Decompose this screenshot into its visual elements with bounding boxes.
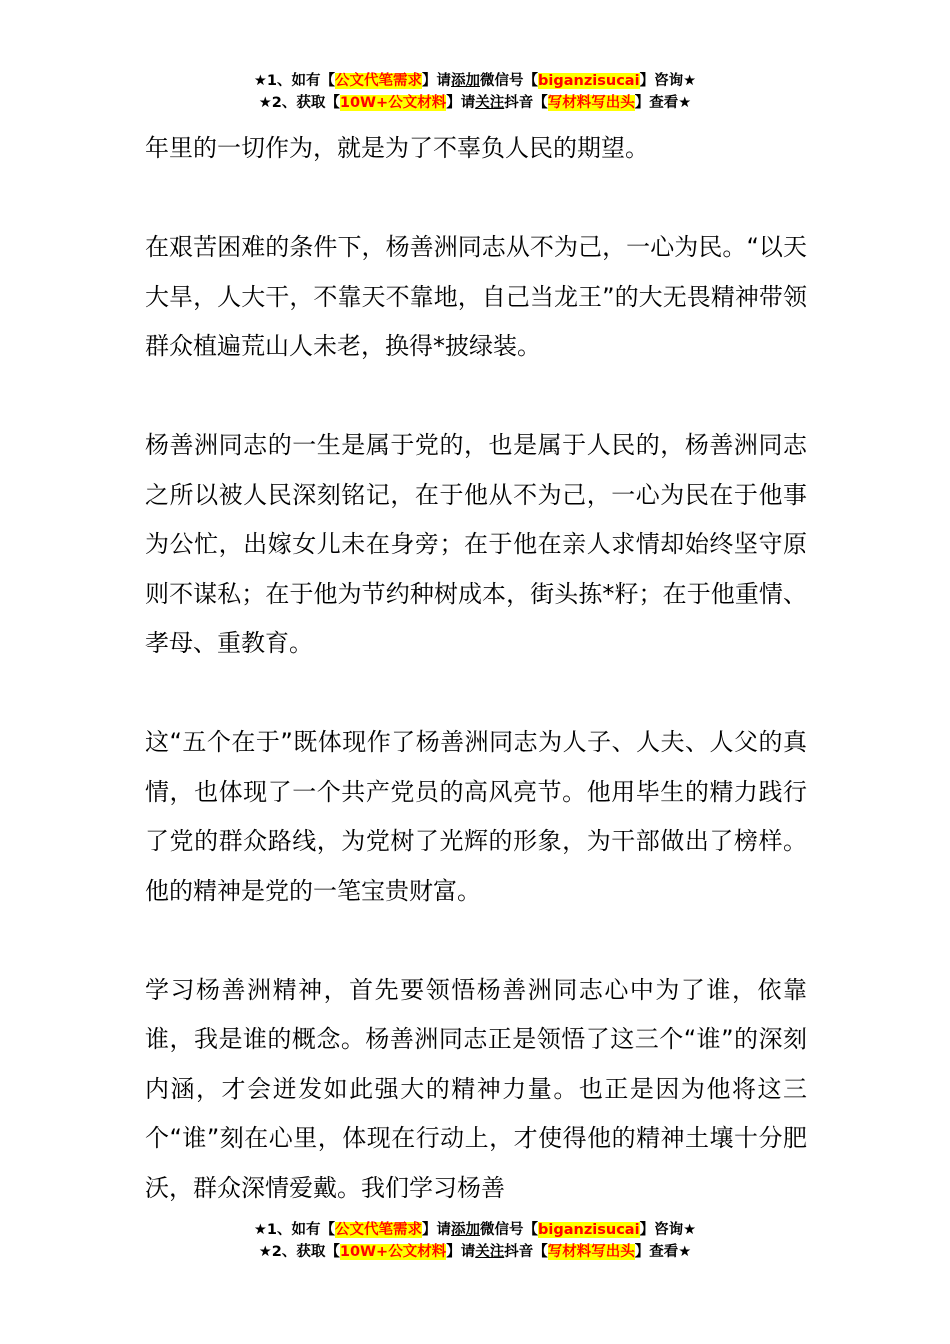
banner-text: 抖音【 [504, 95, 548, 111]
banner-text: ★2、获取【 [258, 1244, 340, 1260]
banner-highlight: 10W+公文材料 [339, 1244, 447, 1260]
banner-highlight: 10W+公文材料 [339, 95, 447, 111]
paragraph: 这“五个在于”既体现作了杨善洲同志为人子、人夫、人父的真情，也体现了一个共产党员的高风亮节。他用毕生的精力践行了党的群众路线，为党树了光辉的形象，为干部做出了榜样。他的精神是党的一笔宝贵财富。 [145, 728, 807, 905]
banner-text: ★1、如有【 [253, 1222, 336, 1238]
banner-text: 】请 [422, 1222, 452, 1238]
paragraph: 杨善洲同志的一生是属于党的，也是属于人民的，杨善洲同志之所以被人民深刻铭记，在于他从不为己，一心为民在于他事为公忙，出嫁女儿未在身旁；在于他在亲人求情却始终坚守原则不谋私；在于他为节约种树成本，街头拣*籽；在于他重情、孝母、重教育。 [145, 431, 807, 657]
banner-text: 微信号【 [480, 1222, 539, 1238]
banner-underlined-text: 关注 [475, 1244, 505, 1260]
header-banner [0, 70, 950, 114]
banner-text: 】请 [446, 1244, 476, 1260]
paragraph: 在艰苦困难的条件下，杨善洲同志从不为己，一心为民。“以天大旱，人大干，不靠天不靠地，自己当龙王”的大无畏精神带领群众植遍荒山人未老，换得*披绿装。 [145, 233, 807, 360]
banner-text: ★1、如有【 [253, 73, 336, 89]
banner-underlined-text: 添加 [451, 73, 481, 89]
paragraph-spacer [145, 916, 807, 966]
banner-highlight: 写材料写出头 [547, 95, 635, 111]
banner-line-1 [0, 1219, 950, 1241]
banner-text: 】请 [422, 73, 452, 89]
banner-line-1 [0, 70, 950, 92]
banner-text: 】咨询★ [639, 73, 697, 89]
paragraph-spacer [145, 174, 807, 224]
paragraph: 学习杨善洲精神，首先要领悟杨善洲同志心中为了谁，依靠谁，我是谁的概念。杨善洲同志正是领悟了这三个“谁”的深刻内涵，才会迸发如此强大的精神力量。也正是因为他将这三个“谁”刻在心里，体现在行动上，才使得他的精神土壤十分肥沃，群众深情爱戴。我们学习杨善 [145, 975, 807, 1202]
banner-highlight: 公文代笔需求 [335, 1222, 423, 1238]
banner-highlight: 公文代笔需求 [335, 73, 423, 89]
paragraph-spacer [145, 669, 807, 719]
banner-text: 】查看★ [634, 1244, 692, 1260]
paragraph-spacer [145, 372, 807, 422]
banner-line-2 [0, 92, 950, 114]
banner-text: 】查看★ [634, 95, 692, 111]
banner-line-2 [0, 1241, 950, 1263]
banner-highlight: 写材料写出头 [547, 1244, 635, 1260]
banner-highlight: biganzisucai [538, 73, 640, 89]
banner-text: 】咨询★ [639, 1222, 697, 1238]
banner-text: ★2、获取【 [258, 95, 340, 111]
banner-underlined-text: 添加 [451, 1222, 481, 1238]
banner-text: 微信号【 [480, 73, 539, 89]
paragraph: 年里的一切作为，就是为了不辜负人民的期望。 [145, 134, 649, 162]
banner-text: 】请 [446, 95, 476, 111]
banner-text: 抖音【 [504, 1244, 548, 1260]
document-body [145, 124, 807, 1213]
banner-highlight: biganzisucai [538, 1222, 640, 1238]
banner-underlined-text: 关注 [475, 95, 505, 111]
footer-banner [0, 1219, 950, 1263]
